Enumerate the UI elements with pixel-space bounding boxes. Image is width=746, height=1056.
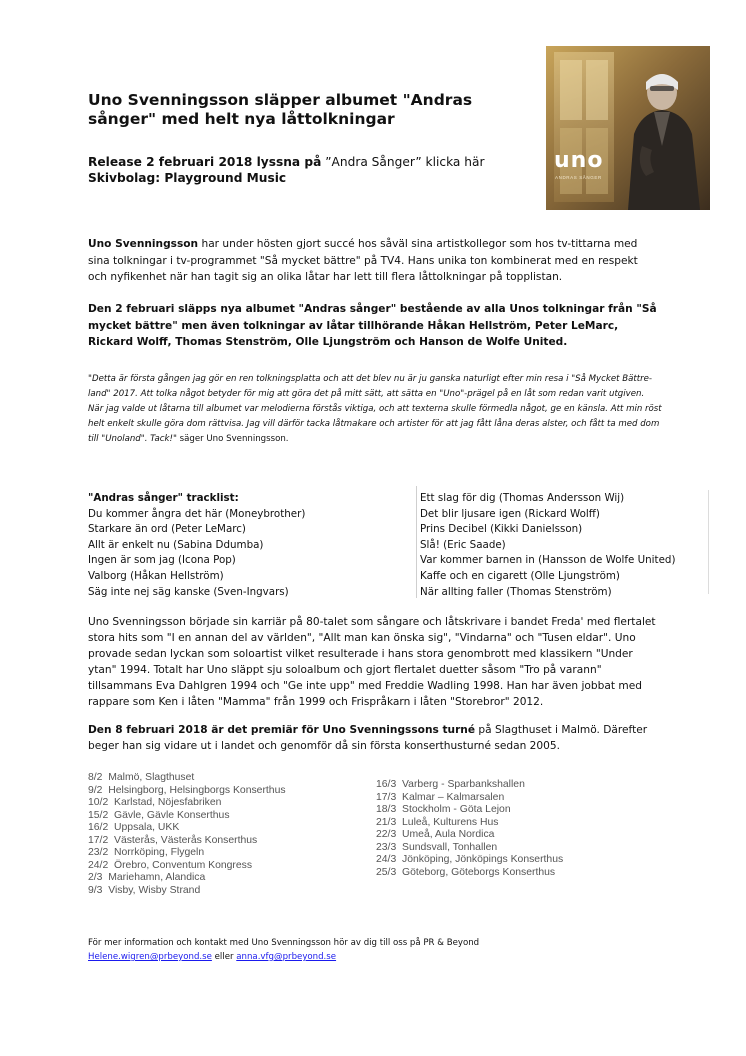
tour-venue: Visby, Wisby Strand — [108, 884, 201, 896]
tour-dates-right — [376, 779, 563, 879]
tour-date: 16/2 — [88, 822, 109, 833]
tour-date: 21/3 — [376, 816, 397, 828]
tour-text: på Slagthuset i Malmö. Därefter beger han sig vidare ut i landet och genomför då sin första konserthusturné sedan 2005. — [88, 724, 648, 752]
career-paragraph: Uno Svenningsson började sin karriär på 80-talet som sångare och låtskrivare i bandet Freda' med flertalet stora hits som "I en annan del av världen", "Allt man kan önska sig", "Vindarna" och "Tusen eldar". Uno provade sedan lyckan som soloartist vilket resulterade i hans stora genombrott med klassikern "Under ytan" 1994. Totalt har Uno släppt sju soloalbum och gjort flertalet duetter såsom "Tro på varann" tillsammans Eva Dahlgren 1994 och "Ge inte upp" med Freddie Wadling 1998. Han har även jobbat med rappare som Ken i låten "Mamma" från 1999 och Frispråkarn i låten "Storebror" 2012. — [88, 616, 656, 708]
track-item: Starkare än ord (Peter LeMarc) — [88, 523, 246, 536]
tour-date-row — [88, 847, 286, 860]
tour-venue: Västerås, Västerås Konserthus — [114, 834, 258, 846]
tour-date-row — [376, 792, 563, 805]
track-item: Slå! (Eric Saade) — [420, 538, 506, 551]
tour-date: 25/3 — [376, 866, 397, 878]
track-item: Prins Decibel (Kikki Danielsson) — [420, 523, 583, 536]
tour-date: 8/2 — [88, 772, 103, 783]
tour-venue: Göteborg, Göteborgs Konserthus — [402, 866, 556, 878]
tour-date-row — [376, 817, 563, 830]
album-cover-image — [546, 46, 710, 210]
tour-date: 22/3 — [376, 829, 397, 840]
tour-date: 24/3 — [376, 854, 397, 865]
tour-venue: Uppsala, UKK — [114, 822, 180, 833]
track-item: Säg inte nej säg kanske (Sven-Ingvars) — [88, 585, 289, 598]
artist-name: Uno Svenningsson — [88, 238, 199, 250]
tour-venue: Mariehamn, Alandica — [108, 872, 206, 883]
tour-date: 10/2 — [88, 797, 109, 808]
contact-joiner: eller — [211, 952, 237, 962]
tracklist-header: "Andras sånger" tracklist: — [88, 492, 239, 504]
contact-info — [88, 936, 479, 964]
intro-text: har under hösten gjort succé hos såväl sina artistkollegor som hos tv-tittarna med sina tolkningar i tv-programmet "Så mycket bättre" på TV4. Hans unika ton kombinerat med en respekt och nyfikenhet när han tagit sig an olika låtar har lett till flera låttolkningar på topplistan. — [88, 238, 638, 283]
track-item: Var kommer barnen in (Hansson de Wolfe United) — [420, 554, 676, 567]
tour-venue: Varberg - Sparbankshallen — [402, 779, 525, 790]
tour-date-row — [376, 779, 563, 792]
tour-date: 16/3 — [376, 779, 397, 790]
tour-date: 23/2 — [88, 847, 109, 858]
tour-venue: Helsingborg, Helsingborgs Konserthus — [108, 784, 286, 796]
tour-venue: Stockholm - Göta Lejon — [402, 804, 511, 815]
tour-venue: Örebro, Conventum Kongress — [114, 859, 253, 871]
tour-date-row — [88, 785, 286, 798]
tour-date-row — [88, 872, 286, 885]
artist-quote — [88, 372, 662, 447]
tour-date: 24/2 — [88, 859, 109, 871]
track-item: Ingen är som jag (Icona Pop) — [88, 554, 236, 567]
tour-premiere: Den 8 februari 2018 är det premiär för Uno Svenningssons turné — [88, 724, 476, 736]
tour-date: 15/2 — [88, 809, 109, 821]
tour-date-row — [376, 804, 563, 817]
tour-date: 9/2 — [88, 784, 103, 796]
tour-date-row — [376, 867, 563, 880]
quote-text: "Detta är första gången jag gör en ren tolkningsplatta och att det blev nu är ju ganska naturligt efter min resa i "Så Mycket Bättre-land" 2017. Att tolka något betyder för mig att göra det på mitt sätt, att sätta en "Uno"-prägel på en låt som redan varit utgiven. När jag valde ut låtarna till albumet var melodierna förstås viktiga, och att texterna skulle förmedla något, ge en känsla. Att min röst helt enkelt skulle göra dom rättvisa. Jag vill därför tacka låtmakare och artister för att jag fått låna deras alster, och fått ta med dom till "Unoland". Tack!" — [88, 374, 662, 444]
tour-venue: Norrköping, Flygeln — [114, 847, 205, 858]
tour-date-row — [88, 772, 286, 785]
tour-date-row — [88, 810, 286, 823]
track-item: När allting faller (Thomas Stenström) — [420, 585, 612, 598]
cover-logo: uno — [554, 148, 604, 173]
tour-date: 9/3 — [88, 884, 103, 896]
tour-date: 17/2 — [88, 834, 109, 846]
tour-venue: Luleå, Kulturens Hus — [402, 816, 499, 828]
tour-date-row — [376, 854, 563, 867]
tour-venue: Sundsvall, Tonhallen — [402, 841, 498, 853]
tour-date-row — [88, 797, 286, 810]
quote-attribution: säger Uno Svenningsson. — [176, 434, 289, 444]
tour-date-row — [88, 822, 286, 835]
album-cover-art — [546, 46, 710, 210]
tour-date: 18/3 — [376, 804, 397, 815]
tour-date-row — [88, 885, 286, 898]
tour-date-row — [376, 829, 563, 842]
listen-link[interactable]: ”Andra Sånger” klicka här — [321, 155, 485, 169]
tracklist-right-border — [708, 490, 709, 594]
tour-date-row — [88, 860, 286, 873]
tour-date: 17/3 — [376, 791, 397, 803]
tour-date: 23/3 — [376, 841, 397, 853]
tracklist-right-column — [420, 491, 675, 600]
press-release-title: Uno Svenningsson släpper albumet "Andras sånger" med helt nya låttolkningar — [88, 91, 473, 128]
tour-date-row — [88, 835, 286, 848]
email-link-anna[interactable]: anna.vfg@prbeyond.se — [236, 952, 337, 962]
track-item: Du kommer ångra det här (Moneybrother) — [88, 507, 306, 520]
tour-dates-left — [88, 772, 286, 897]
tracklist-left-column — [88, 491, 305, 600]
tour-date: 2/3 — [88, 872, 103, 883]
track-item: Kaffe och en cigarett (Olle Ljungström) — [420, 569, 620, 582]
track-item: Det blir ljusare igen (Rickard Wolff) — [420, 507, 600, 520]
track-item: Valborg (Håkan Hellström) — [88, 569, 224, 582]
track-item: Allt är enkelt nu (Sabina Ddumba) — [88, 538, 264, 551]
release-line — [88, 154, 484, 170]
tour-venue: Gävle, Gävle Konserthus — [114, 809, 230, 821]
tour-venue: Karlstad, Nöjesfabriken — [114, 797, 222, 808]
cover-subtitle: ANDRAS SÅNGER — [555, 175, 602, 180]
release-date: Release 2 februari 2018 lyssna på — [88, 155, 322, 169]
tour-venue: Umeå, Aula Nordica — [402, 829, 495, 840]
email-link-helene[interactable]: Helene.wigren@prbeyond.se — [88, 952, 212, 962]
tour-date-row — [376, 842, 563, 855]
tour-venue: Jönköping, Jönköpings Konserthus — [402, 854, 564, 865]
tracklist-divider — [416, 486, 417, 598]
track-item: Ett slag för dig (Thomas Andersson Wij) — [420, 492, 625, 504]
tour-venue: Malmö, Slagthuset — [108, 772, 195, 783]
intro-paragraph — [88, 236, 658, 286]
tour-paragraph — [88, 722, 664, 754]
contact-line: För mer information och kontakt med Uno Svenningsson hör av dig till oss på PR & Beyond — [88, 938, 480, 948]
tour-venue: Kalmar – Kalmarsalen — [402, 791, 505, 803]
album-announcement: Den 2 februari släpps nya albumet "Andras sånger" bestående av alla Unos tolkningar från "Så mycket bättre" men även tolkningar av låtar tillhörande Håkan Hellström, Peter LeMarc, Rickard Wolff, Thomas Stenström, Olle Ljungström och Hanson de Wolfe United. — [88, 303, 657, 348]
record-label: Skivbolag: Playground Music — [88, 171, 287, 185]
